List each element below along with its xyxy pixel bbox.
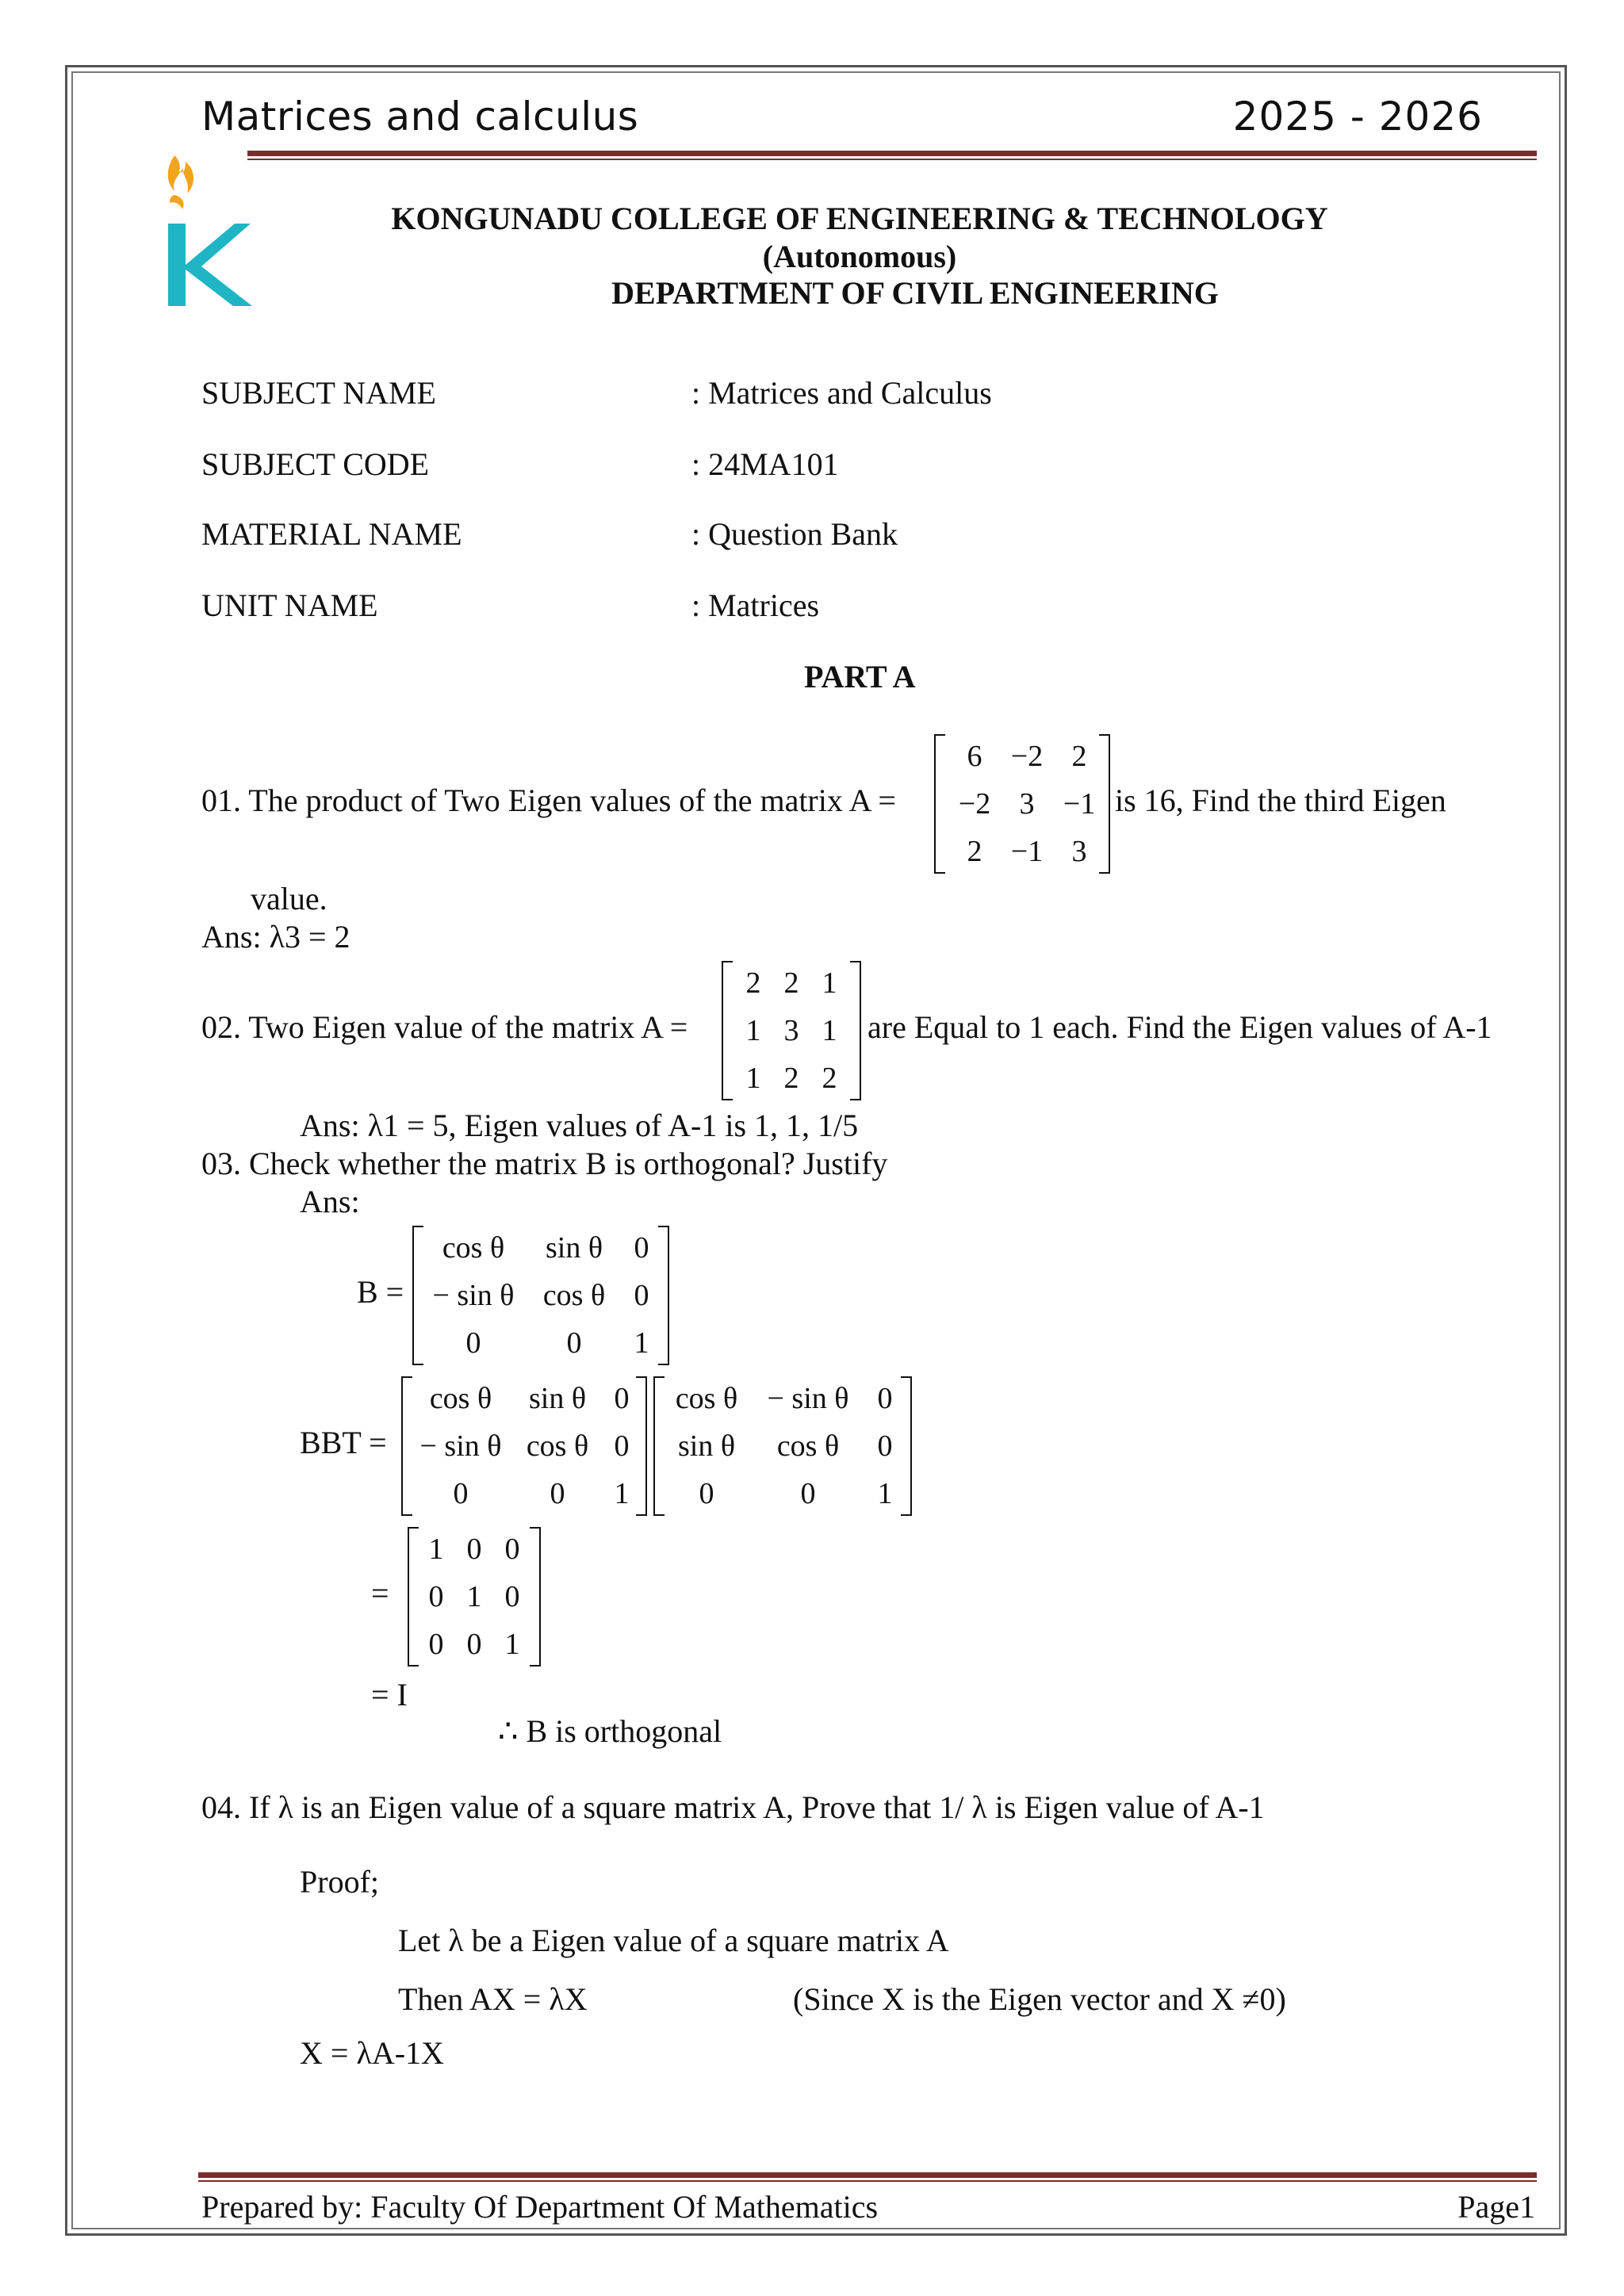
- matrix-b-left: [401, 1376, 647, 1516]
- matrix-cell: 1: [466, 1580, 482, 1613]
- matrix-cell: − sin θ: [419, 1429, 502, 1463]
- matrix-cell: 0: [504, 1533, 520, 1566]
- q2-matrix: [722, 961, 861, 1100]
- matrix-cell: 0: [453, 1477, 469, 1510]
- q4-proof-note: (Since X is the Eigen vector and X ≠0): [793, 1981, 1286, 2017]
- q1-suffix: is 16, Find the third Eigen: [1115, 783, 1446, 818]
- q3-ans-label: Ans:: [300, 1184, 360, 1219]
- matrix-cell: 0: [614, 1429, 630, 1463]
- matrix-cell: 3: [1019, 787, 1035, 821]
- matrix-cell: cos θ: [429, 1382, 492, 1415]
- matrix-cell: 3: [1071, 835, 1087, 868]
- matrix-cell: 2: [1071, 740, 1087, 773]
- matrix-cell: 0: [699, 1477, 714, 1510]
- college-status: (Autonomous): [762, 239, 957, 274]
- meta-value-subject-code: : 24MA101: [691, 446, 839, 482]
- matrix-cell: 2: [967, 835, 982, 868]
- matrix-cell: 3: [783, 1014, 799, 1047]
- q3-equals-identity: = I: [371, 1677, 408, 1712]
- matrix-cell: 0: [634, 1231, 649, 1265]
- q2-answer: Ans: λ1 = 5, Eigen values of A-1 is 1, 1, 1/5: [300, 1108, 859, 1143]
- matrix-cell: −2: [1010, 740, 1044, 773]
- matrix-cell: 0: [877, 1382, 893, 1415]
- matrix-cell: 0: [428, 1580, 444, 1613]
- header-rule: [247, 151, 1537, 156]
- matrix-cell: sin θ: [545, 1231, 603, 1265]
- matrix-cell: 1: [614, 1477, 630, 1510]
- matrix-cell: 0: [550, 1477, 565, 1510]
- q2-suffix: are Equal to 1 each. Find the Eigen values of A-1: [868, 1009, 1492, 1045]
- meta-label-subject-code: SUBJECT CODE: [201, 446, 430, 482]
- part-heading: PART A: [804, 659, 916, 695]
- matrix-cell: 2: [745, 966, 761, 1000]
- matrix-cell: − sin θ: [767, 1382, 849, 1415]
- matrix-cell: 2: [783, 966, 799, 1000]
- meta-label-material-name: MATERIAL NAME: [201, 516, 462, 552]
- matrix-cell: 2: [783, 1062, 799, 1095]
- q4-proof-line2: Then AX = λX: [398, 1981, 588, 2017]
- college-name: KONGUNADU COLLEGE OF ENGINEERING & TECHNOLOGY: [391, 201, 1328, 236]
- q3-conclusion: ∴ B is orthogonal: [498, 1713, 722, 1749]
- matrix-cell: 1: [428, 1533, 444, 1566]
- matrix-cell: −2: [958, 787, 991, 821]
- matrix-cell: 2: [822, 1062, 837, 1095]
- matrix-cell: cos θ: [776, 1429, 840, 1463]
- matrix-cell: cos θ: [442, 1231, 505, 1265]
- matrix-cell: − sin θ: [432, 1279, 515, 1312]
- q4-proof-line3: X = λA-1X: [300, 2035, 444, 2071]
- matrix-cell: 0: [428, 1628, 444, 1661]
- header-rule-thin: [247, 159, 1537, 160]
- footer-prepared-by: Prepared by: Faculty Of Department Of Mathematics: [201, 2189, 879, 2225]
- matrix-cell: sin θ: [528, 1382, 587, 1415]
- q4-proof-line1: Let λ be a Eigen value of a square matrix A: [398, 1923, 949, 1958]
- matrix-cell: 0: [800, 1477, 816, 1510]
- meta-value-material-name: : Question Bank: [691, 516, 898, 552]
- q3-b-label: B =: [357, 1274, 404, 1310]
- identity-matrix: [408, 1527, 541, 1667]
- matrix-cell: 0: [465, 1326, 481, 1360]
- q3-bbt-label: BBT =: [300, 1425, 387, 1460]
- matrix-cell: 1: [822, 1014, 837, 1047]
- matrix-cell: −1: [1063, 787, 1096, 821]
- matrix-cell: 0: [466, 1533, 482, 1566]
- matrix-cell: 0: [504, 1580, 520, 1613]
- matrix-b: [412, 1226, 669, 1365]
- meta-value-subject-name: : Matrices and Calculus: [691, 375, 992, 411]
- footer-rule-thin: [198, 2180, 1537, 2182]
- q4-proof-label: Proof;: [300, 1864, 379, 1900]
- meta-value-unit-name: : Matrices: [691, 587, 820, 623]
- q1-answer: Ans: λ3 = 2: [201, 919, 350, 955]
- matrix-cell: 1: [745, 1062, 761, 1095]
- matrix-cell: cos θ: [542, 1279, 606, 1312]
- matrix-cell: cos θ: [526, 1429, 589, 1463]
- matrix-cell: 0: [634, 1279, 649, 1312]
- matrix-cell: 0: [614, 1382, 630, 1415]
- meta-label-unit-name: UNIT NAME: [201, 587, 378, 623]
- footer-page-number: Page1: [1457, 2189, 1535, 2225]
- q3-question: 03. Check whether the matrix B is orthogonal? Justify: [201, 1146, 888, 1181]
- matrix-cell: 0: [877, 1429, 893, 1463]
- q2-text: 02. Two Eigen value of the matrix A =: [201, 1009, 688, 1045]
- matrix-cell: 1: [877, 1477, 893, 1510]
- department-name: DEPARTMENT OF CIVIL ENGINEERING: [611, 275, 1219, 311]
- q1-text: 01. The product of Two Eigen values of the matrix A =: [201, 783, 896, 818]
- matrix-cell: cos θ: [675, 1382, 738, 1415]
- q1-continuation: value.: [251, 881, 327, 916]
- q3-equals: =: [371, 1575, 389, 1611]
- matrix-cell: 0: [566, 1326, 582, 1360]
- matrix-cell: 1: [504, 1628, 520, 1661]
- meta-label-subject-name: SUBJECT NAME: [201, 375, 436, 411]
- matrix-cell: 1: [634, 1326, 649, 1360]
- matrix-b-transpose: [653, 1376, 912, 1516]
- q1-matrix: [934, 734, 1110, 874]
- matrix-cell: 1: [745, 1014, 761, 1047]
- q4-question: 04. If λ is an Eigen value of a square matrix A, Prove that 1/ λ is Eigen value of A-1: [201, 1789, 1265, 1825]
- matrix-cell: 0: [466, 1628, 482, 1661]
- matrix-cell: 1: [822, 966, 837, 1000]
- header-title: Matrices and calculus: [201, 94, 639, 140]
- matrix-cell: sin θ: [677, 1429, 736, 1463]
- matrix-cell: 6: [967, 740, 982, 773]
- matrix-cell: −1: [1010, 835, 1044, 868]
- header-year: 2025 - 2026: [1232, 94, 1483, 140]
- footer-rule: [198, 2172, 1537, 2178]
